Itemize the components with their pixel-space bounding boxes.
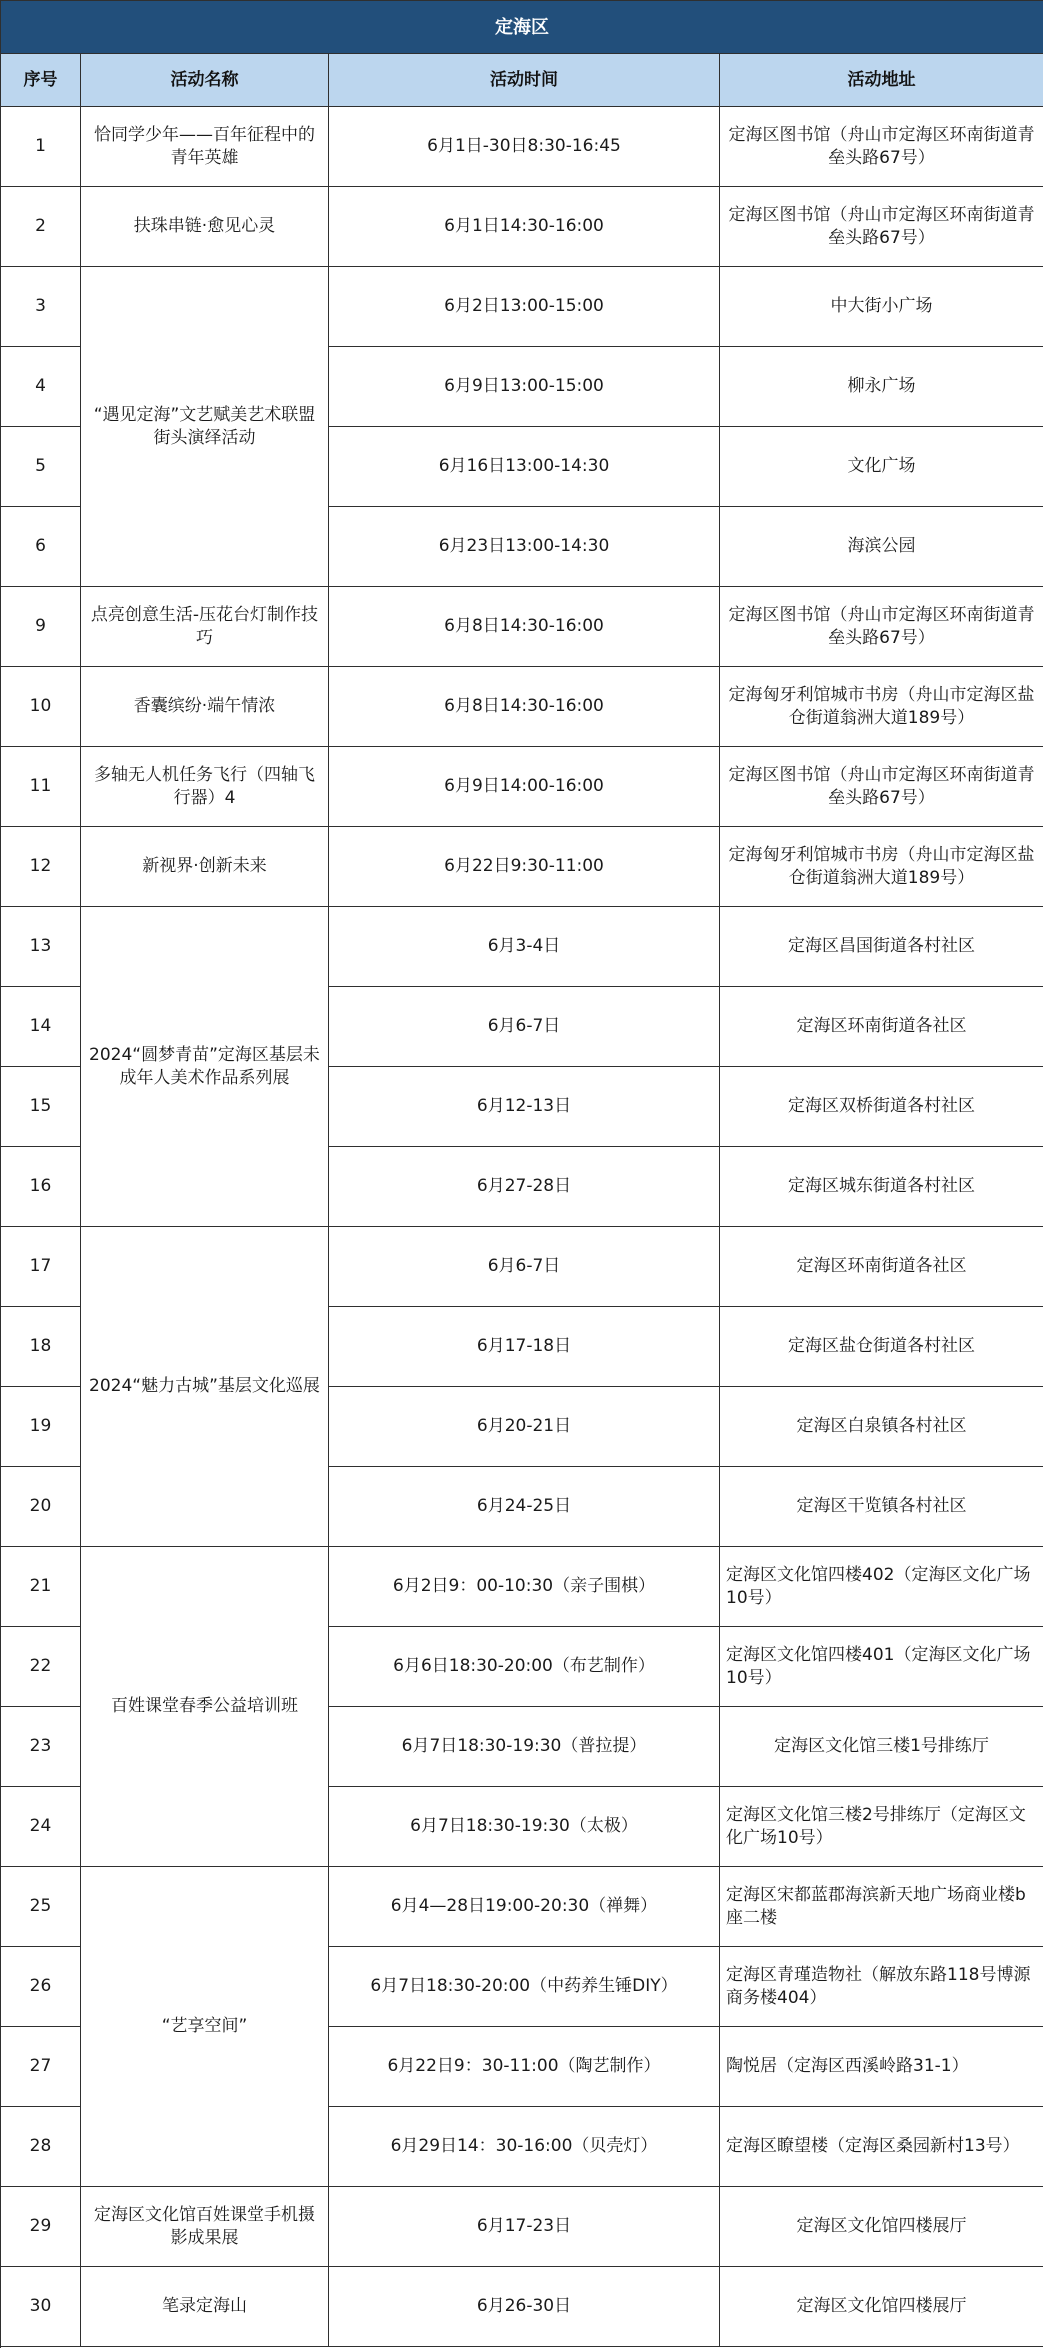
time-cell: 6月1日14:30-16:00 <box>329 187 720 267</box>
serial-cell: 3 <box>1 267 81 347</box>
time-cell: 6月17-23日 <box>329 2187 720 2267</box>
time-cell: 6月7日18:30-19:30（太极） <box>329 1787 720 1867</box>
activity-name-cell: “遇见定海”文艺赋美艺术联盟街头演绎活动 <box>81 267 329 587</box>
serial-cell: 20 <box>1 1467 81 1547</box>
address-cell: 海滨公园 <box>720 507 1043 587</box>
serial-cell: 24 <box>1 1787 81 1867</box>
address-cell: 定海区文化馆四楼展厅 <box>720 2187 1043 2267</box>
address-cell: 陶悦居（定海区西溪岭路31-1） <box>720 2027 1043 2107</box>
serial-cell: 28 <box>1 2107 81 2187</box>
serial-cell: 22 <box>1 1627 81 1707</box>
table-title: 定海区 <box>1 1 1043 54</box>
address-cell: 定海匈牙利馆城市书房（舟山市定海区盐仓街道翁洲大道189号） <box>720 827 1043 907</box>
activity-name-cell: 定海区文化馆百姓课堂手机摄影成果展 <box>81 2187 329 2267</box>
activity-name-cell: 多轴无人机任务飞行（四轴飞行器）4 <box>81 747 329 827</box>
address-cell: 定海区环南街道各社区 <box>720 987 1043 1067</box>
activity-name-cell: 扶珠串链·愈见心灵 <box>81 187 329 267</box>
serial-cell: 2 <box>1 187 81 267</box>
serial-cell: 19 <box>1 1387 81 1467</box>
time-cell: 6月6-7日 <box>329 987 720 1067</box>
activity-name-cell: 恰同学少年——百年征程中的青年英雄 <box>81 107 329 187</box>
address-cell: 定海区环南街道各社区 <box>720 1227 1043 1307</box>
address-cell: 定海区图书馆（舟山市定海区环南街道青垒头路67号） <box>720 747 1043 827</box>
header-activity-address: 活动地址 <box>720 54 1043 107</box>
serial-cell: 16 <box>1 1147 81 1227</box>
serial-cell: 18 <box>1 1307 81 1387</box>
address-cell: 定海匈牙利馆城市书房（舟山市定海区盐仓街道翁洲大道189号） <box>720 667 1043 747</box>
serial-cell: 29 <box>1 2187 81 2267</box>
address-cell: 定海区文化馆四楼展厅 <box>720 2267 1043 2347</box>
address-cell: 定海区昌国街道各村社区 <box>720 907 1043 987</box>
address-cell: 定海区文化馆四楼401（定海区文化广场10号） <box>720 1627 1043 1707</box>
header-serial: 序号 <box>1 54 81 107</box>
serial-cell: 11 <box>1 747 81 827</box>
address-cell: 定海区文化馆三楼1号排练厅 <box>720 1707 1043 1787</box>
time-cell: 6月4—28日19:00-20:30（禅舞） <box>329 1867 720 1947</box>
activity-name-cell: 点亮创意生活-压花台灯制作技巧 <box>81 587 329 667</box>
activity-name-cell: 2024“魅力古城”基层文化巡展 <box>81 1227 329 1547</box>
serial-cell: 1 <box>1 107 81 187</box>
activity-name-cell: 新视界·创新未来 <box>81 827 329 907</box>
time-cell: 6月2日9：00-10:30（亲子围棋） <box>329 1547 720 1627</box>
time-cell: 6月7日18:30-20:00（中药养生锤DIY） <box>329 1947 720 2027</box>
address-cell: 定海区城东街道各村社区 <box>720 1147 1043 1227</box>
serial-cell: 5 <box>1 427 81 507</box>
serial-cell: 23 <box>1 1707 81 1787</box>
time-cell: 6月8日14:30-16:00 <box>329 667 720 747</box>
address-cell: 定海区青瑾造物社（解放东路118号博源商务楼404） <box>720 1947 1043 2027</box>
address-cell: 定海区图书馆（舟山市定海区环南街道青垒头路67号） <box>720 107 1043 187</box>
serial-cell: 30 <box>1 2267 81 2347</box>
serial-cell: 6 <box>1 507 81 587</box>
address-cell: 定海区宋都蓝郡海滨新天地广场商业楼b座二楼 <box>720 1867 1043 1947</box>
time-cell: 6月7日18:30-19:30（普拉提） <box>329 1707 720 1787</box>
activity-name-cell: 香囊缤纷·端午情浓 <box>81 667 329 747</box>
address-cell: 中大街小广场 <box>720 267 1043 347</box>
serial-cell: 25 <box>1 1867 81 1947</box>
time-cell: 6月24-25日 <box>329 1467 720 1547</box>
time-cell: 6月1日-30日8:30-16:45 <box>329 107 720 187</box>
time-cell: 6月29日14：30-16:00（贝壳灯） <box>329 2107 720 2187</box>
address-cell: 定海区图书馆（舟山市定海区环南街道青垒头路67号） <box>720 187 1043 267</box>
serial-cell: 21 <box>1 1547 81 1627</box>
header-activity-time: 活动时间 <box>329 54 720 107</box>
activity-name-cell: 百姓课堂春季公益培训班 <box>81 1547 329 1867</box>
serial-cell: 4 <box>1 347 81 427</box>
address-cell: 定海区双桥街道各村社区 <box>720 1067 1043 1147</box>
address-cell: 文化广场 <box>720 427 1043 507</box>
address-cell: 定海区图书馆（舟山市定海区环南街道青垒头路67号） <box>720 587 1043 667</box>
time-cell: 6月26-30日 <box>329 2267 720 2347</box>
time-cell: 6月12-13日 <box>329 1067 720 1147</box>
address-cell: 柳永广场 <box>720 347 1043 427</box>
address-cell: 定海区白泉镇各村社区 <box>720 1387 1043 1467</box>
serial-cell: 13 <box>1 907 81 987</box>
serial-cell: 26 <box>1 1947 81 2027</box>
address-cell: 定海区干览镇各村社区 <box>720 1467 1043 1547</box>
header-activity-name: 活动名称 <box>81 54 329 107</box>
time-cell: 6月27-28日 <box>329 1147 720 1227</box>
serial-cell: 15 <box>1 1067 81 1147</box>
address-cell: 定海区文化馆三楼2号排练厅（定海区文化广场10号） <box>720 1787 1043 1867</box>
time-cell: 6月23日13:00-14:30 <box>329 507 720 587</box>
serial-cell: 17 <box>1 1227 81 1307</box>
address-cell: 定海区瞭望楼（定海区桑园新村13号） <box>720 2107 1043 2187</box>
serial-cell: 10 <box>1 667 81 747</box>
address-cell: 定海区盐仓街道各村社区 <box>720 1307 1043 1387</box>
address-cell: 定海区文化馆四楼402（定海区文化广场10号） <box>720 1547 1043 1627</box>
activity-name-cell: “艺享空间” <box>81 1867 329 2187</box>
serial-cell: 27 <box>1 2027 81 2107</box>
time-cell: 6月6日18:30-20:00（布艺制作） <box>329 1627 720 1707</box>
serial-cell: 12 <box>1 827 81 907</box>
time-cell: 6月9日13:00-15:00 <box>329 347 720 427</box>
time-cell: 6月8日14:30-16:00 <box>329 587 720 667</box>
time-cell: 6月17-18日 <box>329 1307 720 1387</box>
time-cell: 6月22日9：30-11:00（陶艺制作） <box>329 2027 720 2107</box>
time-cell: 6月2日13:00-15:00 <box>329 267 720 347</box>
activity-name-cell: 笔录定海山 <box>81 2267 329 2347</box>
time-cell: 6月20-21日 <box>329 1387 720 1467</box>
serial-cell: 14 <box>1 987 81 1067</box>
time-cell: 6月16日13:00-14:30 <box>329 427 720 507</box>
time-cell: 6月3-4日 <box>329 907 720 987</box>
time-cell: 6月9日14:00-16:00 <box>329 747 720 827</box>
activity-name-cell: 2024“圆梦青苗”定海区基层未成年人美术作品系列展 <box>81 907 329 1227</box>
time-cell: 6月22日9:30-11:00 <box>329 827 720 907</box>
serial-cell: 9 <box>1 587 81 667</box>
time-cell: 6月6-7日 <box>329 1227 720 1307</box>
